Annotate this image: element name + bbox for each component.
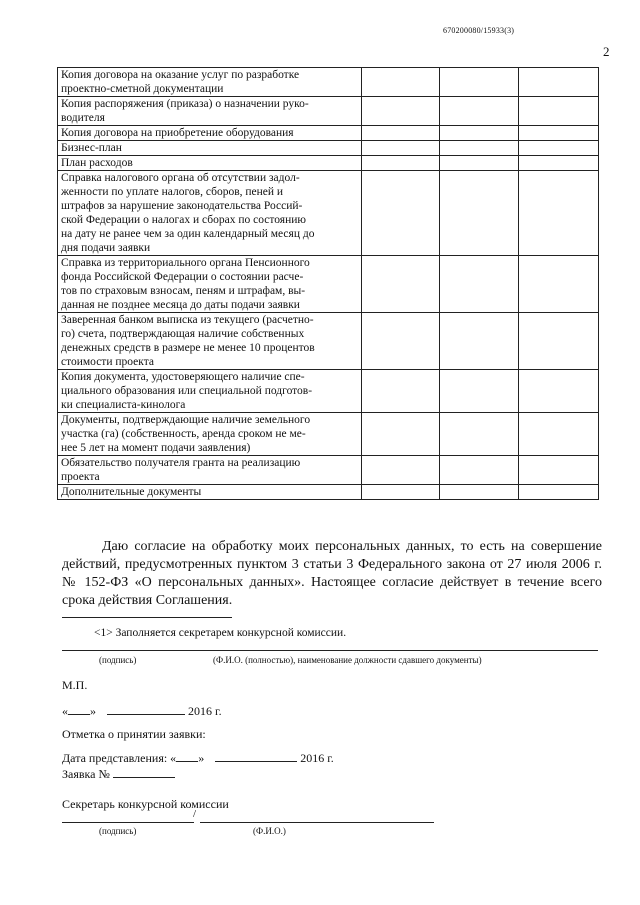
- empty-cell-2: [440, 456, 519, 485]
- document-name-cell: [58, 413, 362, 456]
- document-name-line: го) счета, подтверждающая наличие собственных: [61, 328, 305, 340]
- empty-cell-2: [440, 313, 519, 370]
- table-row: [58, 413, 599, 456]
- submission-date-close: »: [198, 751, 205, 765]
- document-id: 670200080/15933(3): [443, 26, 515, 35]
- table-row: [58, 456, 599, 485]
- secretary-name-line: [200, 822, 434, 823]
- empty-cell-2: [440, 370, 519, 413]
- table-row: [58, 370, 599, 413]
- document-name-line: Копия документа, удостоверяющего наличие спе-: [61, 371, 305, 383]
- document-name-line: данная не позднее месяца до даты подачи заявки: [61, 299, 300, 311]
- footnote-separator: [62, 617, 232, 618]
- table-row: [58, 256, 599, 313]
- submission-year: 2016 г.: [300, 751, 334, 765]
- empty-cell-1: [362, 456, 440, 485]
- stamp-label: М.П.: [62, 678, 88, 692]
- document-name-line: ки специалиста-кинолога: [61, 399, 186, 411]
- empty-cell-3: [519, 141, 599, 156]
- consent-paragraph: Даю согласие на обработку моих персональных данных, то есть на совершение действий, предусмотренных пунктом 3 статьи 3 Федерального закона от 27 июля 2006 г. № 152-ФЗ «О персональных данных». Настоящее согласие действует в течение всего срока действия Соглашения.: [62, 539, 602, 608]
- empty-cell-2: [440, 141, 519, 156]
- empty-cell-1: [362, 141, 440, 156]
- document-name-line: проектно-сметной документации: [61, 83, 224, 95]
- document-name-line: Копия договора на оказание услуг по разработке: [61, 69, 300, 81]
- signature-date: [62, 703, 222, 719]
- secretary-signature-caption: (подпись): [99, 826, 137, 836]
- date-month-blank: [107, 703, 185, 715]
- document-name-line: Обязательство получателя гранта на реализацию: [61, 457, 301, 469]
- document-name-line: водителя: [61, 112, 105, 124]
- document-name-cell: [58, 171, 362, 256]
- secretary-name-caption: (Ф.И.О.): [253, 826, 286, 836]
- document-name-cell: [58, 68, 362, 97]
- date-close-quote: »: [90, 704, 96, 718]
- empty-cell-3: [519, 485, 599, 500]
- empty-cell-1: [362, 370, 440, 413]
- empty-cell-2: [440, 171, 519, 256]
- empty-cell-3: [519, 370, 599, 413]
- page-number: 2: [603, 44, 610, 59]
- empty-cell-3: [519, 456, 599, 485]
- empty-cell-2: [440, 413, 519, 456]
- date-year: 2016 г.: [188, 704, 222, 718]
- document-name-line: стоимости проекта: [61, 356, 154, 368]
- submission-date: [62, 750, 334, 766]
- table-row: [58, 141, 599, 156]
- name-position-caption: (Ф.И.О. (полностью), наименование должности сдавшего документы): [213, 655, 482, 665]
- date-day-blank: [68, 703, 90, 715]
- document-name-cell: [58, 156, 362, 171]
- document-name-line: циального образования или специальной подготов-: [61, 385, 313, 397]
- document-name-line: штрафов за нарушение законодательства Россий-: [61, 200, 303, 212]
- document-name-line: Заверенная банком выписка из текущего (расчетно-: [61, 314, 314, 326]
- empty-cell-3: [519, 97, 599, 126]
- document-name-cell: [58, 456, 362, 485]
- empty-cell-1: [362, 413, 440, 456]
- empty-cell-3: [519, 68, 599, 97]
- document-name-cell: [58, 97, 362, 126]
- empty-cell-2: [440, 68, 519, 97]
- acceptance-title: Отметка о принятии заявки:: [62, 727, 206, 741]
- empty-cell-1: [362, 68, 440, 97]
- document-name-cell: [58, 370, 362, 413]
- footnote: <1> Заполняется секретарем конкурсной комиссии.: [94, 627, 347, 639]
- document-name-line: Бизнес-план: [61, 142, 122, 154]
- table-row: [58, 68, 599, 97]
- signature-caption: (подпись): [99, 655, 137, 665]
- submission-date-label: Дата представления: «: [62, 751, 177, 765]
- empty-cell-3: [519, 126, 599, 141]
- document-name-line: нее 5 лет на момент подачи заявления): [61, 442, 251, 454]
- table-row: [58, 156, 599, 171]
- document-name-line: Копия договора на приобретение оборудования: [61, 127, 294, 139]
- document-name-line: фонда Российской Федерации о состоянии расче-: [61, 271, 304, 283]
- document-name-line: Копия распоряжения (приказа) о назначении руко-: [61, 98, 309, 110]
- document-name-line: на дату не ранее чем за один календарный месяц до: [61, 228, 315, 240]
- document-name-line: План расходов: [61, 157, 133, 169]
- empty-cell-2: [440, 126, 519, 141]
- application-number-label: Заявка №: [62, 767, 110, 781]
- submission-month-blank: [215, 750, 297, 762]
- application-number-blank: [113, 766, 175, 778]
- document-name-line: Документы, подтверждающие наличие земельного: [61, 414, 311, 426]
- empty-cell-1: [362, 126, 440, 141]
- table-row: [58, 171, 599, 256]
- signature-line: [62, 650, 598, 651]
- secretary-slash: /: [193, 808, 197, 820]
- table-row: [58, 485, 599, 500]
- empty-cell-3: [519, 171, 599, 256]
- empty-cell-2: [440, 97, 519, 126]
- empty-cell-2: [440, 156, 519, 171]
- document-name-line: Справка налогового органа об отсутствии задол-: [61, 172, 300, 184]
- empty-cell-3: [519, 256, 599, 313]
- date-open-quote: «: [62, 704, 68, 718]
- document-name-line: дня подачи заявки: [61, 242, 151, 254]
- document-name-line: Дополнительные документы: [61, 486, 202, 498]
- secretary-label: Секретарь конкурсной комиссии: [62, 797, 229, 811]
- empty-cell-1: [362, 171, 440, 256]
- secretary-signature-line: [62, 822, 194, 823]
- document-name-cell: [58, 126, 362, 141]
- empty-cell-1: [362, 156, 440, 171]
- document-name-line: женности по уплате налогов, сборов, пеней и: [61, 186, 284, 198]
- document-name-cell: [58, 485, 362, 500]
- document-name-line: проекта: [61, 471, 100, 483]
- application-number: [62, 766, 175, 782]
- empty-cell-1: [362, 256, 440, 313]
- table-row: [58, 313, 599, 370]
- empty-cell-3: [519, 413, 599, 456]
- documents-table: [57, 67, 599, 500]
- empty-cell-3: [519, 156, 599, 171]
- document-name-line: денежных средств в размере не менее 10 процентов: [61, 342, 315, 354]
- document-name-cell: [58, 256, 362, 313]
- document-name-cell: [58, 141, 362, 156]
- table-row: [58, 126, 599, 141]
- empty-cell-2: [440, 256, 519, 313]
- document-name-line: ской Федерации о налогах и сборах по состоянию: [61, 214, 306, 226]
- documents-table-body: [58, 68, 599, 500]
- empty-cell-2: [440, 485, 519, 500]
- empty-cell-1: [362, 97, 440, 126]
- document-name-cell: [58, 313, 362, 370]
- empty-cell-1: [362, 313, 440, 370]
- empty-cell-3: [519, 313, 599, 370]
- empty-cell-1: [362, 485, 440, 500]
- submission-day-blank: [176, 750, 198, 762]
- document-name-line: Справка из территориального органа Пенсионного: [61, 257, 310, 269]
- document-name-line: тов по страховым взносам, пеням и штрафам, вы-: [61, 285, 306, 297]
- document-name-line: участка (га) (собственность, аренда сроком не ме-: [61, 428, 306, 440]
- table-row: [58, 97, 599, 126]
